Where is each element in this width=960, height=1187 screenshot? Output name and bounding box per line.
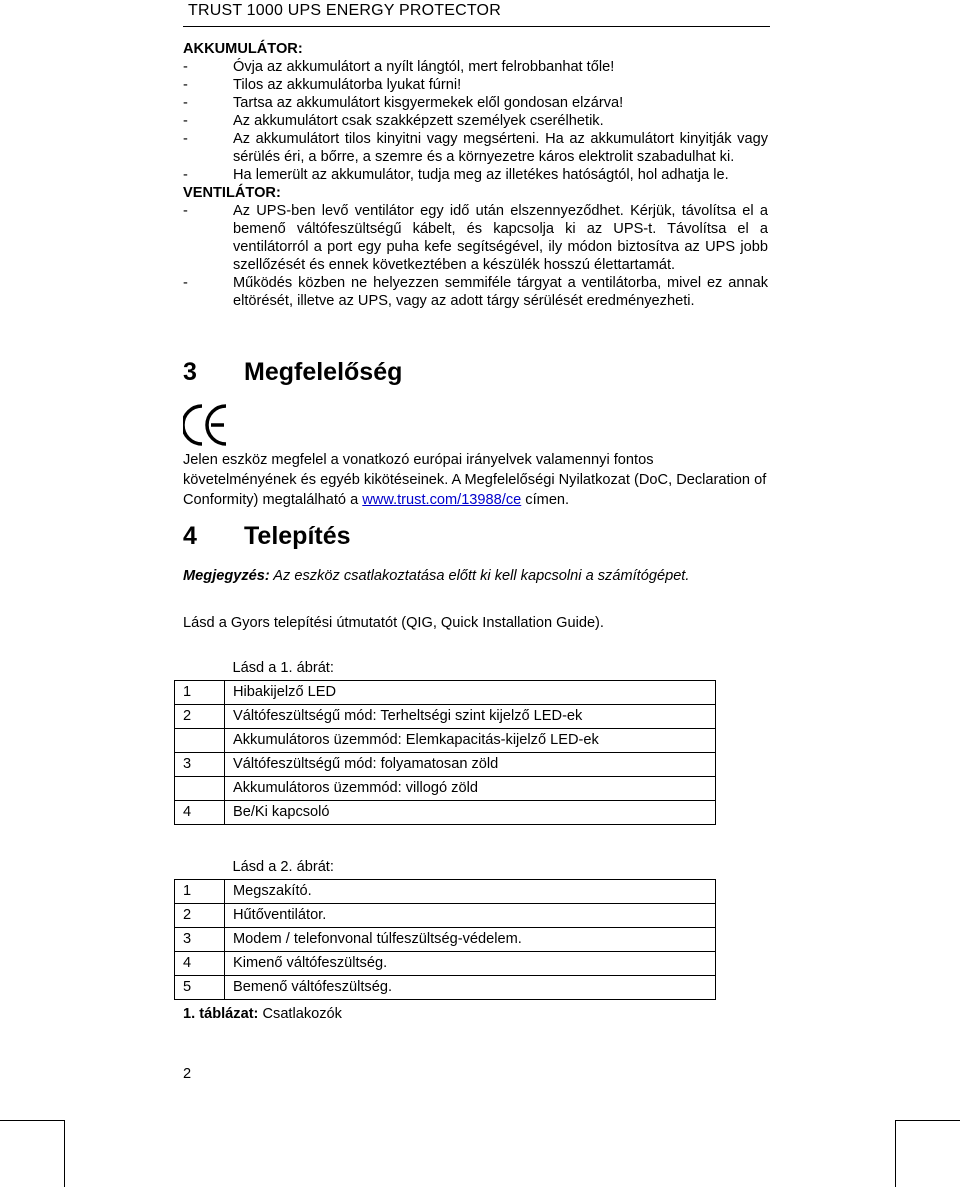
table-row: 2 Váltófeszültségű mód: Terheltségi szint kijelző LED-ek [175, 704, 716, 728]
battery-item: - Ha lemerült az akkumulátor, tudja meg az illetékes hatóságtól, hol adhatja le. [183, 167, 729, 183]
ce-mark-icon [183, 400, 229, 450]
section-3-heading: 3 Megfelelőség [183, 358, 403, 386]
table-row: 3 Modem / telefonvonal túlfeszültség-védelem. [175, 927, 716, 951]
page-number: 2 [183, 1066, 192, 1082]
conformity-link[interactable]: www.trust.com/13988/ce [362, 492, 522, 508]
table-row: 1 Hibakijelző LED [175, 680, 716, 704]
table-row: Akkumulátoros üzemmód: Elemkapacitás-kijelző LED-ek [175, 728, 716, 752]
table-caption: Lásd a 1. ábrát: [232, 659, 334, 676]
table-row: 5 Bemenő váltófeszültség. [175, 975, 716, 999]
crop-mark [895, 1120, 960, 1121]
battery-item: - Az akkumulátort csak szakképzett személyek cserélhetik. [183, 113, 604, 129]
table-row: 4 Be/Ki kapcsoló [175, 800, 716, 824]
conformity-paragraph: Jelen eszköz megfelel a vonatkozó európai irányelvek valamennyi fontos követelményének és egyéb kikötéseinek. A Megfelelőségi Nyilatkozat (DoC, Declaration of Conformity) megtalálható a www.trust.com/13988/ce címen. [183, 452, 767, 508]
fan-item: - Az UPS-ben levő ventilátor egy idő után elszennyeződhet. Kérjük, távolítsa el a bemenő váltófeszültségű kábelt, és kapcsolja ki az UPS-t. Távolítsa el a ventilátorról a port egy puha kefe segítségével, ily módon biztosítva az UPS jobb szellőzését és ennek következtében a készülék hosszú élettartamát. [183, 203, 768, 273]
battery-item: - Óvja az akkumulátort a nyílt lángtól, mert felrobbanhat tőle! [183, 59, 615, 75]
crop-mark [895, 1120, 896, 1187]
note-label: Megjegyzés: [183, 568, 270, 584]
running-header: TRUST 1000 UPS ENERGY PROTECTOR [188, 2, 501, 19]
battery-item: - Tilos az akkumulátorba lyukat fúrni! [183, 77, 462, 93]
fan-heading: VENTILÁTOR: [183, 185, 281, 201]
figure-2-table [174, 855, 716, 1000]
figure-1-table [174, 656, 716, 825]
battery-item: - Az akkumulátort tilos kinyitni vagy megsérteni. Ha az akkumulátort kinyitják vagy sérülés éri, a bőrre, a szemre és a környezetre káros elektrolit szabadulhat ki. [183, 131, 768, 165]
qig-reference: Lásd a Gyors telepítési útmutatót (QIG, Quick Installation Guide). [183, 615, 604, 631]
table-row: 2 Hűtőventilátor. [175, 903, 716, 927]
install-note: Megjegyzés: Az eszköz csatlakoztatása előtt ki kell kapcsolni a számítógépet. [183, 568, 690, 584]
table-row: 1 Megszakító. [175, 879, 716, 903]
battery-item: - Tartsa az akkumulátort kisgyermekek elől gondosan elzárva! [183, 95, 624, 111]
section-4-heading: 4 Telepítés [183, 522, 351, 550]
table-footnote: 1. táblázat: Csatlakozók [183, 1006, 342, 1022]
table-row: 4 Kimenő váltófeszültség. [175, 951, 716, 975]
crop-mark [64, 1120, 65, 1187]
table-caption: Lásd a 2. ábrát: [232, 858, 334, 875]
battery-heading: AKKUMULÁTOR: [183, 41, 303, 57]
table-row: Akkumulátoros üzemmód: villogó zöld [175, 776, 716, 800]
crop-mark [0, 1120, 64, 1121]
safety-section [183, 40, 768, 310]
fan-item: - Működés közben ne helyezzen semmiféle tárgyat a ventilátorba, mivel ez annak eltörését, illetve az UPS, vagy az adott tárgy sérülését eredményezheti. [183, 275, 768, 309]
table-row: 3 Váltófeszültségű mód: folyamatosan zöld [175, 752, 716, 776]
header-rule [183, 26, 770, 27]
